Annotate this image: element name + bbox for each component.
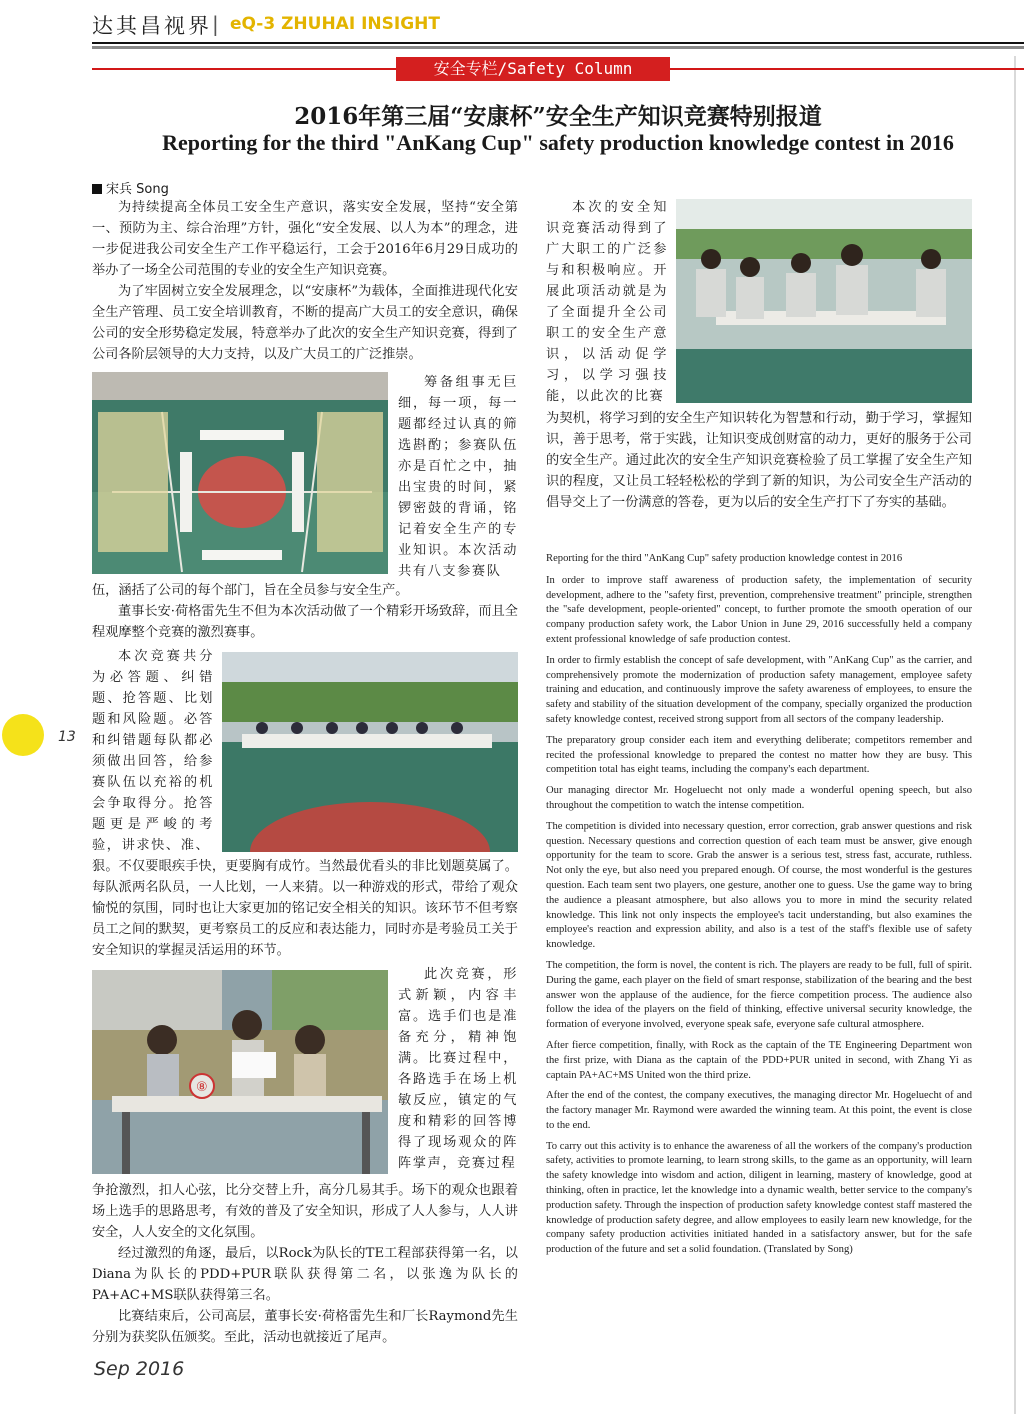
cn-paragraph-7: 经过激烈的角逐，最后，以Rock为队长的TE工程部获得第一名，以Diana为队长的PDD+PUR联队获得第二名，以张逸为队长的PA+AC+MS联队获得第三名。 (92, 1246, 518, 1303)
header-rule (92, 42, 1024, 44)
author-byline (92, 178, 169, 197)
author-name: 宋兵 Song (106, 182, 169, 197)
cn-paragraph-4: 董事长安·荷格雷先生不但为本次活动做了一个精彩开场致辞，而且全程观摩整个竞赛的激烈赛事。 (92, 604, 518, 640)
cn-intro (92, 197, 518, 365)
en-paragraph-1: In order to improve staff awareness of production safety, the implementation of security development, adhere to the "safety first, prevention, comprehensive treatment" principle, strengthen the "safe development, people-oriented" concept, to further promote the smooth operation of our company production safety work, the Labor Union in June 29, 2016 successfully held a company extent professional knowledge of safe production contest. (546, 574, 972, 645)
cn-paragraph-6b: 争抢激烈，扣人心弦，比分交替上升，高分几易其手。场下的观众也跟着场上选手的思路思考，有效的普及了安全知识，形成了人人参与，人人讲安全，人人安全的文化氛围。 (92, 1183, 518, 1240)
en-paragraph-7: After fierce competition, finally, with Rock as the captain of the TE Engineering Department won the first prize, with Diana as the captain of the PDD+PUR united in second, with Zhang Yi as captain PA+AC+MS United won the third prize. (546, 1039, 972, 1081)
aerial-photo-court-teams (92, 372, 388, 574)
page-number-dot (2, 714, 44, 756)
photo-team-seated (676, 199, 972, 403)
cn-paragraph-5b: 狠。不仅要眼疾手快，更要胸有成竹。当然最优看头的非比划题莫属了。每队派两名队员，一人比划，一人来猜。以一种游戏的形式，带给了观众愉悦的氛围，同时也让大家更加的铭记安全相关的知识。该环节不但考察员工之间的默契，更考察员工的反应和表达能力，同时亦是考验员工关于安全知识的掌握灵活运用的环节。 (92, 859, 518, 958)
page-edge (1014, 56, 1016, 1414)
en-paragraph-8: After the end of the contest, the company executives, the managing director Mr. Hogeluecht of and the factory manager Mr. Raymond were awarded the winning team. At this point, the event is close to the end. (546, 1090, 972, 1131)
cn-paragraph-2: 为了牢固树立安全发展理念，以“安康杯”为载体，全面推进现代化安全生产管理、员工安全培训教育，不断的提高广大员工的安全意识，确保公司的安全形势稳定发展，特意举办了此次的安全生产知识竞赛，得到了公司各阶层领导的大力支持，以及广大员工的广泛推崇。 (92, 284, 518, 362)
en-paragraph-3: The preparatory group consider each item and everything deliberate; competitors remember and recited the professional knowledge to prepared the contest no matter how they are busy. This competition total has eight teams, including the company's each department. (546, 734, 972, 776)
header-rule-thick (92, 46, 1024, 49)
en-paragraph-9: To carry out this activity is to enhance the awareness of all the workers of the company's production safety, activities to promote learning, to learn strong skills, to the game as an opportunity, will learn the safety knowledge into wisdom and action, diligent in learning, mastery of knowledge, good at thinking, often in practice, let the knowledge into a dynamic wealth, better service to the company's production safety. Through the inspection of production safety knowledge contest staff mastered the knowledge of production safety degree, and allow employees to easily learn new knowledge, for the company safety production activities initiated handed in a satisfactory answer, but for the safe production of the future and set a solid foundation. (Translated by Song) (546, 1140, 972, 1256)
cn-paragraph-8: 比赛结束后，公司高层，董事长安·荷格雷先生和厂长Raymond先生分别为获奖队伍颁奖。至此，活动也就接近了尾声。 (92, 1309, 518, 1345)
cn-paragraph-r1b: 为契机，将学习到的安全生产知识转化为智慧和行动，勤于学习，掌握知识，善于思考，常于实践，让知识变成创财富的动力，更好的服务于公司的安全生产。通过此次的安全生产知识竞赛检验了员工掌握了安全生产知识的程度，又让员工轻轻松松的学到了新的知识，为公司安全生产活动的倡导交上了一份满意的答卷，更为以后的安全生产打下了夯实的基础。 (546, 411, 972, 510)
cn-paragraph-r1a: 本次的安全知识竞赛活动得到了广大职工的广泛参与和积极响应。开展此项活动就是为了全面提升全公司职工的安全生产意识，以活动促学习，以学习强技能，以此次的比赛 (546, 200, 668, 404)
en-article (546, 552, 972, 1258)
cn-block-4 (92, 1180, 518, 1348)
en-paragraph-5: The competition is divided into necessary question, error correction, grab answer questions and risk question. Necessary questions and correction question of each team must be answer, give enough opportunity for the team to score. Grab the answer is a serious test, stress fast, accurate, ruthless. Not only the eye, but also need you prepared enough. Of course, the most wonderful is the gestures question. Each team sent two players, one gesture, another one to guess. Use the game way to bring the audience a pleasant atmosphere, but also allows you to more in mind the security related knowledge. This link not only inspects the employee's tacit understanding, but also examines the employee's reaction and expression ability, and also is a test of the staff's flexible use of safety knowledge. (546, 820, 972, 951)
issue-date: Sep 2016 (94, 1358, 185, 1380)
cn-paragraph-3a: 筹备组事无巨细，每一项，每一题都经过认真的筛选斟酌；参赛队伍亦是百忙之中，抽出宝贵的时间，紧锣密鼓的背诵，铭记着安全生产的专业知识。本次活动共有八支参赛队 (398, 375, 518, 579)
magazine-title-cn: 达其昌视界 (92, 14, 212, 38)
cn-paragraph-1: 为持续提高全体员工安全生产意识，落实安全发展，坚持“安全第一、预防为主、综合治理”方针，强化“安全发展、以人为本”的理念，进一步促进我公司安全生产工作平稳运行，工会于2016年6月29日成功的举办了一场全公司范围的专业的安全生产知识竞赛。 (92, 200, 518, 278)
cn-paragraph-6a: 此次竞赛，形式新颖，内容丰富。选手们也是准备充分，精神饱满。比赛过程中，各路选手在场上机敏反应，镇定的气度和精彩的回答博得了现场观众的阵阵掌声，竞赛过程 (398, 967, 518, 1171)
photo-team-closeup (92, 970, 388, 1174)
page-number: 13 (58, 729, 76, 745)
cn-block-2 (92, 580, 518, 643)
cn-wrap-4 (546, 197, 668, 407)
cn-wrap-3 (398, 964, 518, 1174)
en-paragraph-4: Our managing director Mr. Hogeluecht not only made a wonderful opening speech, but also throughout the competition to watch the intense competition. (546, 785, 972, 811)
article-title-cn: 2016年第三届“安康杯”安全生产知识竞赛特别报道 (294, 103, 822, 130)
header-separator: | (212, 12, 219, 36)
en-paragraph-2: In order to firmly establish the concept of safe development, with "AnKang Cup" as the carrier, and comprehensively promote the modernization of production safety management, employee safety training and education, and continuously improve the safety awareness of employees, to ensure the safety and stability of the situation development of the company, specially organized the production safety knowledge contest, received strong support from all sectors of the company leadership. (546, 654, 972, 725)
column-badge: 安全专栏/Safety Column (396, 57, 670, 81)
cn-block-5 (546, 408, 972, 513)
cn-wrap-2 (92, 646, 214, 856)
photo-judges-table (222, 652, 518, 852)
en-title-line: Reporting for the third "AnKang Cup" safety production knowledge contest in 2016 (546, 553, 903, 564)
cn-wrap-1 (398, 372, 518, 582)
magazine-title-en: eQ-3 ZHUHAI INSIGHT (230, 14, 440, 34)
cn-block-3 (92, 856, 518, 961)
cn-paragraph-5a: 本次竞赛共分为必答题、纠错题、抢答题、比划题和风险题。必答和纠错题每队都必须做出回答，给参赛队伍以充裕的机会争取得分。抢答题更是严峻的考验，讲求快、准、 (92, 649, 214, 853)
article-title-en: Reporting for the third "AnKang Cup" safety production knowledge contest in 2016 (162, 130, 954, 155)
cn-paragraph-3b: 伍，涵括了公司的每个部门，旨在全员参与安全生产。 (92, 583, 409, 598)
bullet-square-icon (92, 184, 102, 194)
en-paragraph-6: The competition, the form is novel, the content is rich. The players are ready to be full, full of spirit. During the game, each player on the field of smart response, stabilization of the bearing and the best answer won the applause of the audience, for the fierce competition process. The audience also follow the idea of the players on the field of thinking, effective universal security knowledge, the formation of everyone involved, everyone speak safe, everyone safe cultural atmosphere. (546, 959, 972, 1031)
table-number-text: ⑧ (196, 1080, 208, 1095)
